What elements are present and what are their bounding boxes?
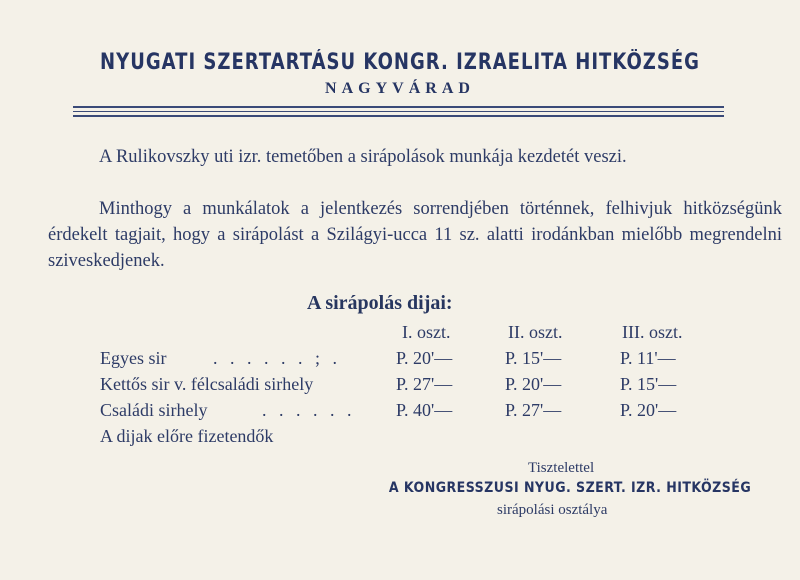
sender-name: A KONGRESSZUSI NYUG. SZERT. IZR. HITKÖZSÉG: [388, 480, 752, 496]
fee-row-label: Kettős sir v. félcsaládi sirhely: [100, 374, 314, 394]
fee-table-title: A sirápolás dijai:: [307, 292, 453, 314]
department-name: sirápolási osztálya: [497, 502, 608, 518]
sender-block: [57, 480, 800, 496]
fee-cell: P. 27'—: [396, 374, 453, 394]
leader-dots: . . . . . . ; .: [213, 348, 342, 368]
fee-cell: P. 20'—: [396, 348, 453, 368]
divider-line: [73, 115, 724, 117]
column-header-class-2: II. oszt.: [508, 322, 563, 342]
fee-row-label: Családi sirhely: [100, 400, 208, 420]
column-header-class-1: I. oszt.: [402, 322, 451, 342]
fee-cell: P. 40'—: [396, 400, 453, 420]
payment-note: A dijak előre fizetendők: [100, 426, 274, 446]
fee-cell: P. 27'—: [505, 400, 562, 420]
fee-cell: P. 15'—: [505, 348, 562, 368]
header-divider: [73, 106, 724, 117]
leader-dots: . . . . . .: [262, 400, 356, 420]
community-name-heading: NYUGATI SZERTARTÁSU KONGR. IZRAELITA HITKÖZSÉG: [100, 50, 700, 75]
fee-cell: P. 15'—: [620, 374, 677, 394]
fee-cell: P. 20'—: [505, 374, 562, 394]
divider-line: [73, 111, 724, 112]
city-heading: NAGYVÁRAD: [325, 80, 475, 97]
announcement-paragraph: A Rulikovszky uti izr. temetőben a sirápolások munkája kezdetét veszi.: [99, 147, 627, 167]
fee-cell: P. 20'—: [620, 400, 677, 420]
fee-cell: P. 11'—: [620, 348, 676, 368]
instruction-paragraph: Minthogy a munkálatok a jelentkezés sorrendjében történnek, felhivjuk hitközségünk érdekelt tagjait, hogy a sirápolást a Szilágyi-ucca 11 sz. alatti irodánkban mielőbb megrendelni sziveskedjenek.: [48, 199, 782, 271]
greeting: Tisztelettel: [528, 460, 595, 476]
fee-row-label: Egyes sir: [100, 348, 167, 368]
divider-line: [73, 106, 724, 108]
column-header-class-3: III. oszt.: [622, 322, 683, 342]
